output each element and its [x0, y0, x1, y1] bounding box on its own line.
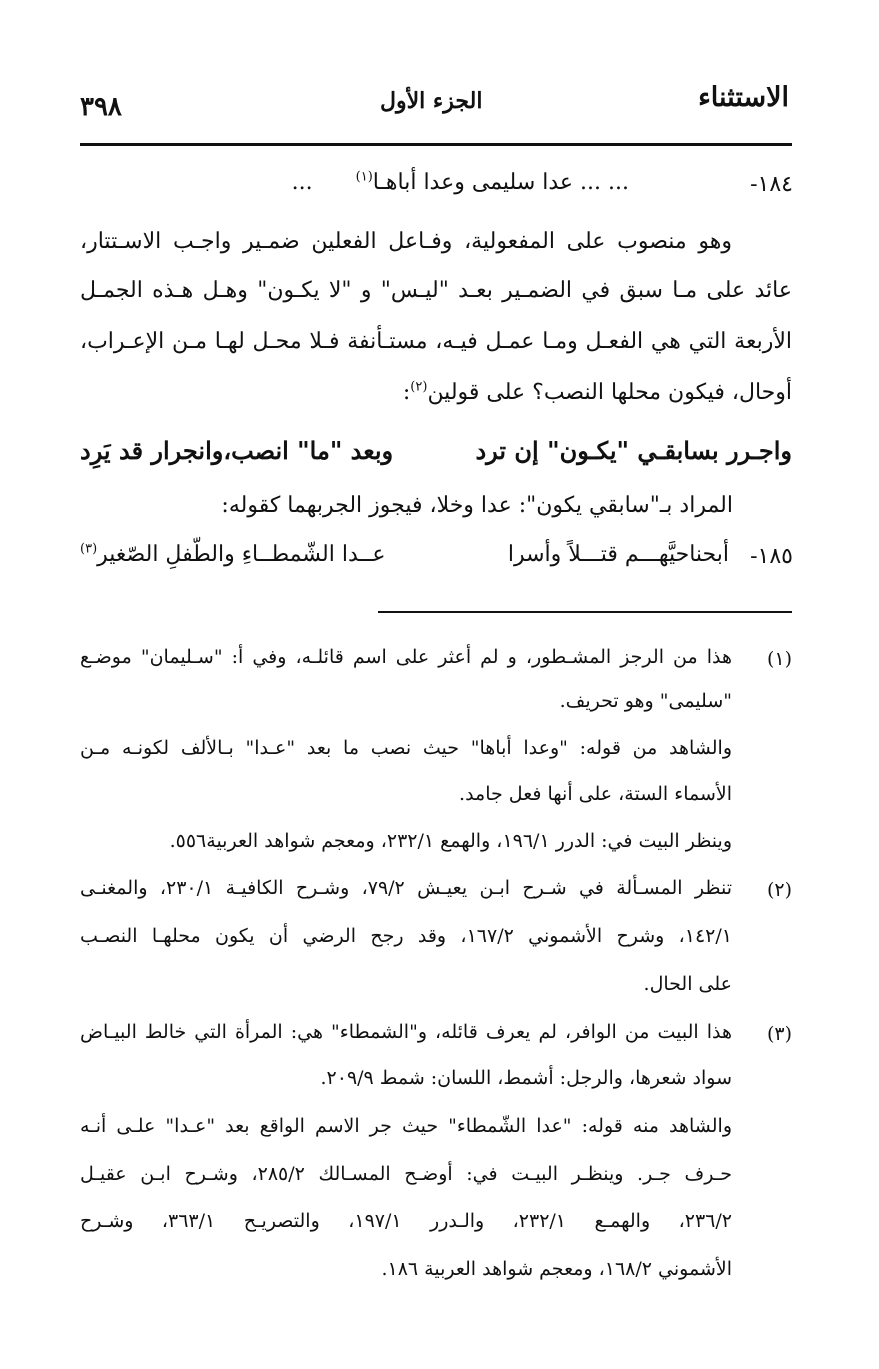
explanation-line: المراد بـ"سابقي يكون": عدا وخلا، فيجوز الجربهما كقوله:: [221, 493, 733, 518]
chapter-title: الاستثناء: [698, 82, 789, 113]
footnote-line: سواد شعرها، والرجل: أشمط، اللسان: شمط ٢٠٩/٩.: [320, 1067, 732, 1089]
footnote-line: "سليمى" وهو تحريف.: [559, 690, 732, 712]
body-line: وهو منصوب على المفعولية، وفـاعل الفعلين ضمـير واجـب الاسـتتار،: [80, 229, 732, 254]
body-line: الأربعة التي هي الفعـل ومـا عمـل فيـه، مستـأنفة فـلا محـل لهـا مـن الإعـراب،: [80, 329, 792, 354]
verse-185-right-hemistich: أبحناحيَّهـــم قتـــلاً وأسرا: [507, 542, 729, 567]
verse-number-185: ١٨٥-: [750, 544, 793, 569]
body-line-last: [403, 380, 792, 405]
verse-185-left-text: عــدا الشّمطــاءِ والطّفلِ الصّغير: [97, 542, 386, 567]
footnote-number-3: (٣): [766, 1023, 792, 1045]
verse-185-left-hemistich: [80, 542, 386, 567]
footnote-number-2: (٢): [766, 879, 792, 901]
footnote-number-1: (١): [766, 648, 792, 670]
alfiya-left-hemistich: وبعد "ما" انصب،وانجرار قد يَرِد: [80, 436, 394, 465]
body-line: عائد على مـا سبق في الضمـير بعـد "ليـس" و "لا يكـون" وهـل هـذه الجمـل: [80, 278, 792, 303]
footnote-ref-3: (٣): [80, 541, 98, 557]
alfiya-right-hemistich: واجـرر بسابقـي "يكـون" إن ترد: [475, 436, 792, 465]
footnote-ref-1: (١): [355, 169, 373, 185]
footnote-line: الأشموني ١٦٨/٢، ومعجم شواهد العربية ١٨٦.: [381, 1258, 732, 1280]
footnote-line: هذا البيت من الوافر، لم يعرف قائله، و"الشمطاء" هي: المرأة التي خالط البيـاض: [80, 1021, 732, 1043]
footnote-line: هذا من الرجز المشـطور، و لم أعثر على اسم قائلـه، وفي أ: "سـليمان" موضـع: [80, 646, 732, 668]
footnote-line: على الحال.: [643, 973, 732, 995]
verse-184-first: ...: [608, 170, 629, 195]
body-line-last-end: :: [402, 380, 411, 405]
body-line-last-text: أوحال، فيكون محلها النصب؟ على قولين: [427, 380, 792, 405]
footnote-line: تنظر المسـألة في شـرح ابـن يعيـش ٧٩/٢، وشـرح الكافيـة ٢٣٠/١، والمغنـى: [80, 877, 732, 899]
footnote-line: ٢٣٦/٢، والهمـع ٢٣٢/١، والـدرر ١٩٧/١، والتصريـح ٣٦٣/١، وشـرح: [80, 1210, 732, 1232]
footnote-separator: [378, 611, 792, 613]
part-title: الجزء الأول: [380, 88, 483, 114]
verse-184-second: ... عدا سليمى وعدا أباهـا: [372, 170, 602, 195]
verse-number-184: ١٨٤-: [750, 172, 793, 197]
footnote-line: وينظر البيت في: الدرر ١٩٦/١، والهمع ٢٣٢/١، ومعجم شواهد العربية٥٥٦.: [169, 830, 732, 852]
footnote-line: ١٤٢/١، وشرح الأشموني ١٦٧/٢، وقد رجح الرضي أن يكون محلهـا النصـب: [80, 925, 732, 947]
footnote-line: حـرف جـر. وينظـر البيـت في: أوضـح المسـالك ٢٨٥/٢، وشـرح ابـن عقيـل: [80, 1163, 732, 1185]
footnote-line: الأسماء الستة، على أنها فعل جامد.: [459, 783, 732, 805]
verse-184-hemistich: [292, 170, 629, 195]
footnote-line: والشاهد من قوله: "وعدا أباها" حيث نصب ما بعد "عـدا" بـالألف لكونـه مـن: [80, 737, 732, 759]
header-rule: [80, 143, 792, 146]
page-number: ٣٩٨: [80, 92, 122, 122]
footnote-line: والشاهد منه قوله: "عدا الشّمطاء" حيث جر الاسم الواقع بعد "عـدا" علـى أنـه: [80, 1115, 732, 1137]
footnote-ref-2: (٢): [410, 379, 428, 395]
verse-184-trailing: ...: [291, 170, 313, 195]
